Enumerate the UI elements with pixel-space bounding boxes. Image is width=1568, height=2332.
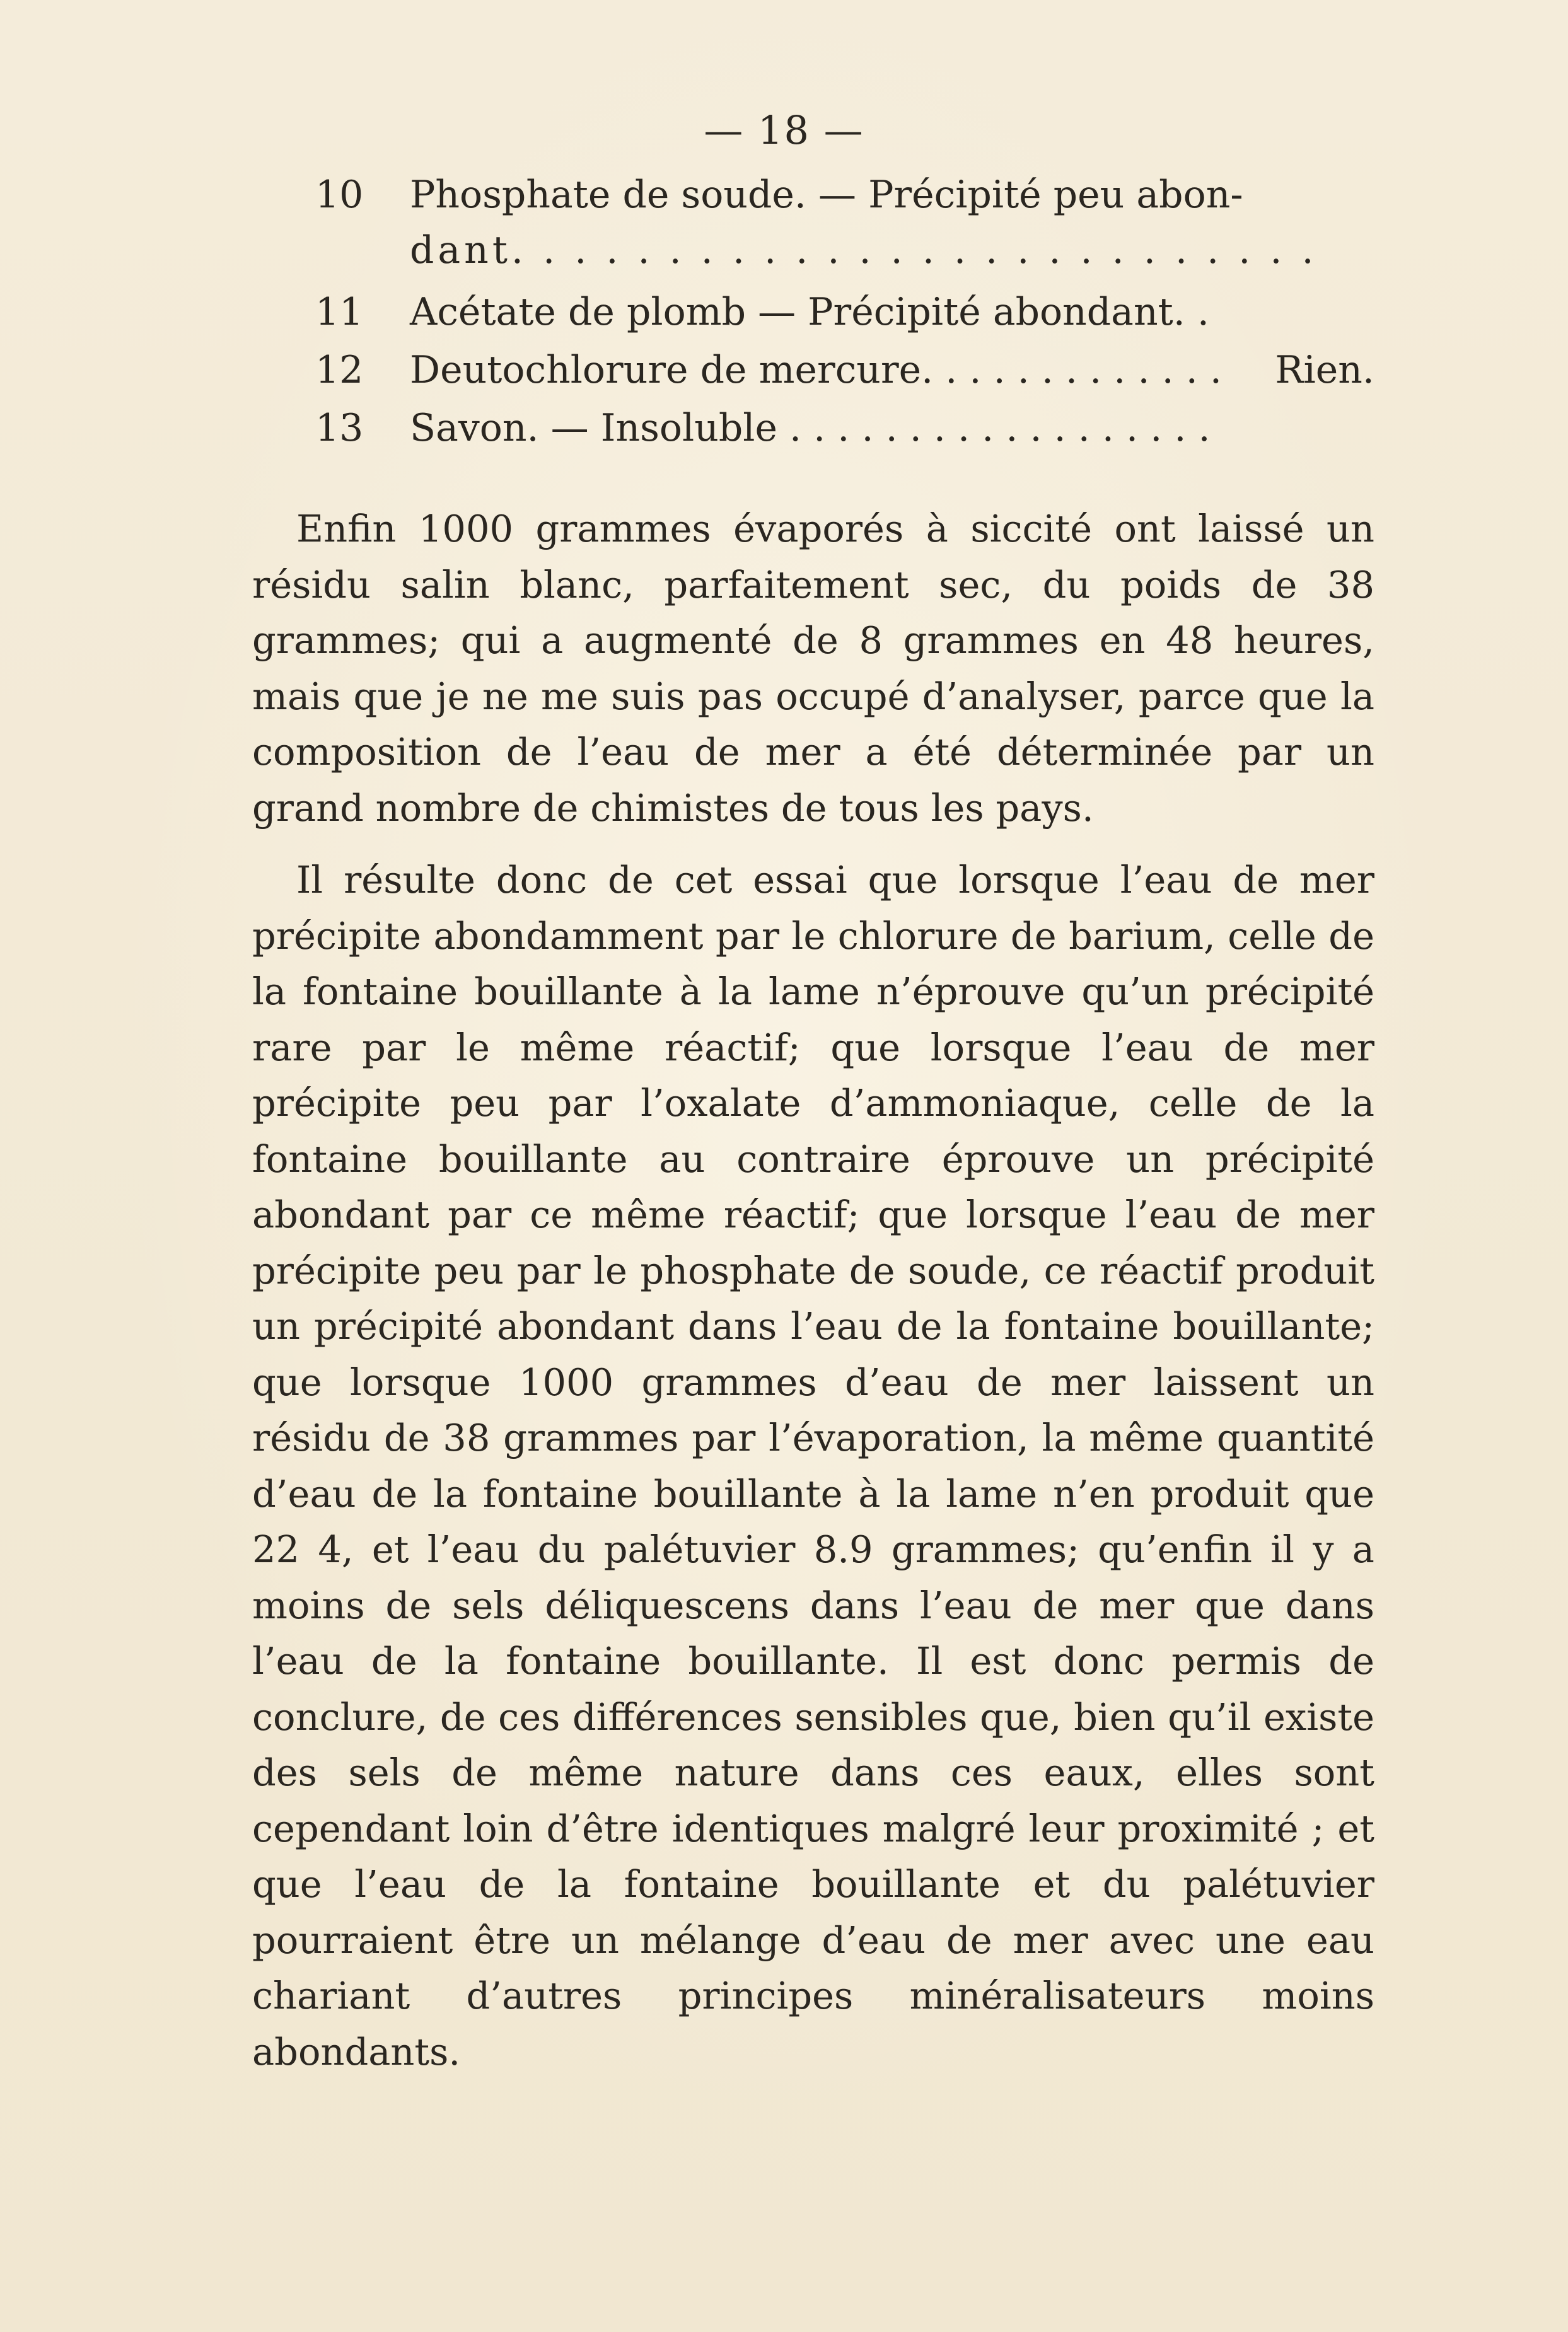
item-text: Phosphate de soude. — Précipité peu abon- <box>410 173 1243 217</box>
item-line <box>410 342 1381 398</box>
item-text: Deutochlorure de mercure. . . . . . . . . . . . . <box>410 348 1222 392</box>
item-number: 11 <box>315 290 364 334</box>
list-item <box>252 342 1381 398</box>
list-item <box>252 400 1381 456</box>
item-text: Savon. — Insoluble . . . . . . . . . . . . . . . . . . <box>410 406 1211 450</box>
reagent-list <box>252 167 1381 458</box>
item-number: 10 <box>315 173 364 217</box>
list-item <box>252 284 1381 340</box>
item-result: Rien. <box>1275 348 1374 392</box>
item-continuation: dant. . . . . . . . . . . . . . . . . . . . . . . . . . <box>410 228 1318 272</box>
page-number: — 18 — <box>704 107 864 153</box>
paragraph: Il résulte donc de cet essai que lorsque l’eau de mer précipite abondamment par le chlorure de barium, celle de la fontaine bouillante à la lame n’éprouve qu’un précipité rare par le même réactif; que lorsque l’eau de mer précipite peu par l’oxalate d’ammoniaque, celle de la fontaine bouillante au contraire éprouve un précipité abondant par ce même réactif; que lorsque l’eau de mer précipite peu par le phosphate de soude, ce réactif produit un précipité abondant dans l’eau de la fontaine bouillante; que lorsque 1000 grammes d’eau de mer laissent un résidu de 38 grammes par l’évaporation, la même quantité d’eau de la fontaine bouillante à la lame n’en produit que 22 4, et l’eau du palétuvier 8.9 grammes; qu’enfin il y a moins de sels déliquescens dans l’eau de mer que dans l’eau de la fontaine bouillante. Il est donc permis de conclure, de ces différences sensibles que, bien qu’il existe des sels de même nature dans ces eaux, elles sont cependant loin d’être identiques malgré leur proximité ; et que l’eau de la fontaine bouillante et du palétuvier pourraient être un mélange d’eau de mer avec une eau chariant d’autres principes minéralisateurs moins abondants. <box>252 858 1374 2074</box>
paragraph: Enfin 1000 grammes évaporés à siccité ont laissé un résidu salin blanc, parfaitement sec, du poids de 38 grammes; qui a augmenté de 8 grammes en 48 heures, mais que je ne me suis pas occupé d’analyser, parce que la composition de l’eau de mer a été déterminée par un grand nombre de chimistes de tous les pays. <box>252 507 1374 830</box>
body-text <box>252 501 1374 2096</box>
item-number: 12 <box>315 348 364 392</box>
item-text: Acétate de plomb — Précipité abondant. . <box>410 290 1209 334</box>
item-number: 13 <box>315 406 364 450</box>
list-item <box>252 167 1381 278</box>
